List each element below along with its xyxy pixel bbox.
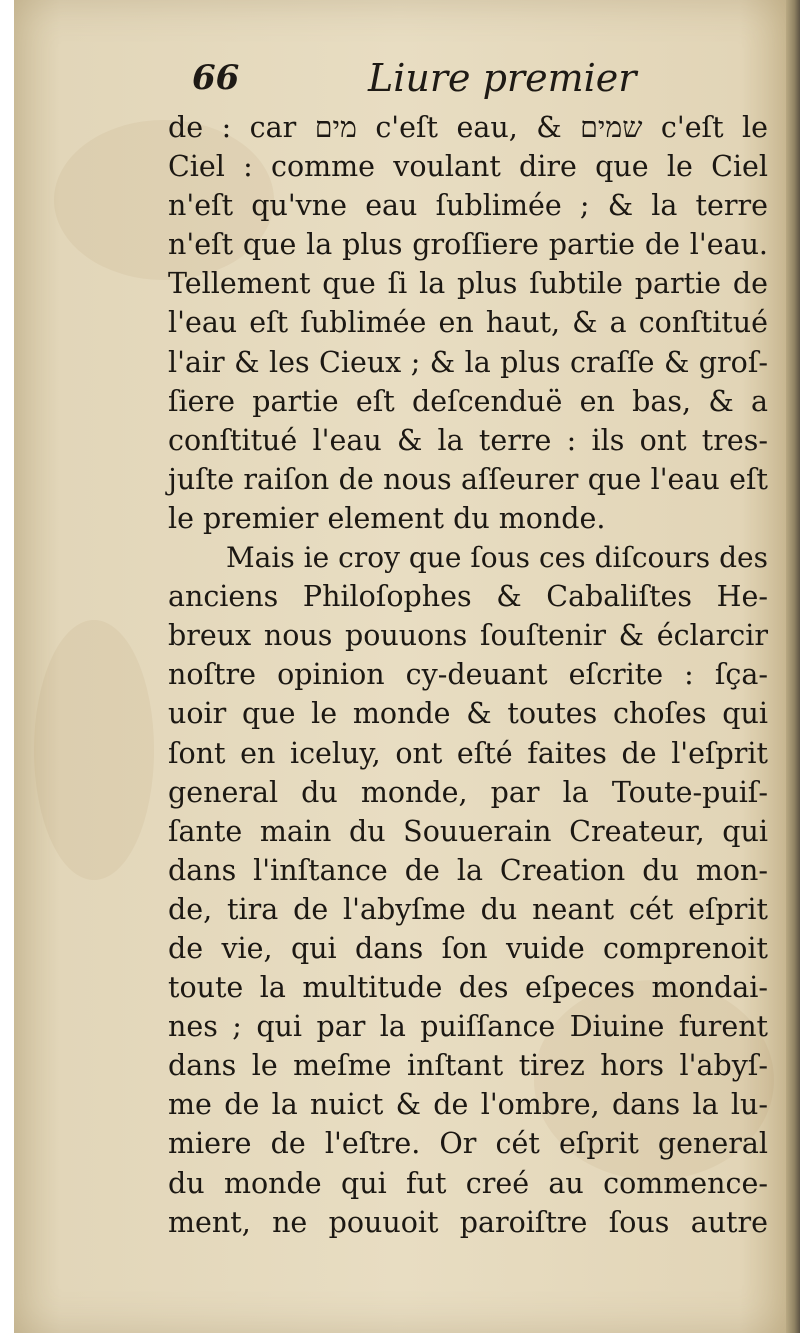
- text-line: n'eſt que la plus groſſiere partie de l'eau.: [168, 228, 768, 262]
- text-line: noſtre opinion cy-deuant eſcrite : ſça-: [168, 658, 768, 692]
- text-line: breux nous pouuons ſouſtenir & éclarcir: [168, 619, 768, 653]
- text-line: Tellement que ſi la plus ſubtile partie de: [168, 267, 768, 301]
- text-line: uoir que le monde & toutes choſes qui: [168, 697, 768, 731]
- text-line: dans le meſme inſtant tirez hors l'abyſ-: [168, 1049, 768, 1083]
- text-line: le premier element du monde.: [168, 501, 606, 535]
- text-line: toute la multitude des eſpeces mondai-: [168, 971, 768, 1005]
- text-line: de, tira de l'abyſme du neant cét eſprit: [168, 892, 768, 926]
- text-line: de : car מים c'eſt eau, & שמים c'eſt le: [168, 111, 769, 144]
- page-number: 66: [192, 58, 240, 98]
- text-line: miere de l'eſtre. Or cét eſprit general: [168, 1127, 768, 1161]
- text-line: ſiere partie eſt deſcenduë en bas, & a: [168, 384, 768, 418]
- page-edge-shadow: [786, 0, 800, 1333]
- text-line: l'air & les Cieux ; & la plus craſſe & groſ-: [168, 345, 768, 379]
- text-line: me de la nuict & de l'ombre, dans la lu-: [168, 1088, 768, 1122]
- text-line: du monde qui fut creé au commence-: [168, 1166, 768, 1200]
- paper-stain: [34, 620, 154, 880]
- text-line: ment, ne pouuoit paroiſtre ſous autre: [168, 1205, 768, 1239]
- text-line: juſte raiſon de nous aſſeurer que l'eau eſt: [168, 462, 768, 496]
- text-line: n'eſt qu'vne eau ſublimée ; & la terre: [168, 189, 768, 223]
- text-line: de vie, qui dans ſon vuide comprenoit: [168, 931, 768, 965]
- text-line: dans l'inſtance de la Creation du mon-: [168, 853, 768, 887]
- page-header: [180, 56, 740, 106]
- text-line: ſante main du Souuerain Createur, qui: [168, 814, 768, 848]
- text-line: l'eau eſt ſublimée en haut, & a conſtitué: [168, 306, 768, 340]
- text-line: nes ; qui par la puiſſance Diuine furent: [168, 1010, 768, 1044]
- text-line: conſtitué l'eau & la terre : ils ont tres-: [168, 423, 768, 457]
- text-line: ſont en iceluy, ont eſté faites de l'eſprit: [168, 736, 768, 770]
- text-line: Ciel : comme voulant dire que le Ciel: [168, 150, 768, 184]
- body-text: [168, 108, 768, 1242]
- running-head: Liure premier: [368, 56, 637, 100]
- text-line: Mais ie croy que ſous ces diſcours des: [226, 541, 768, 575]
- text-line: general du monde, par la Toute-puiſ-: [168, 775, 768, 809]
- text-line: anciens Philoſophes & Cabaliſtes He-: [168, 580, 768, 614]
